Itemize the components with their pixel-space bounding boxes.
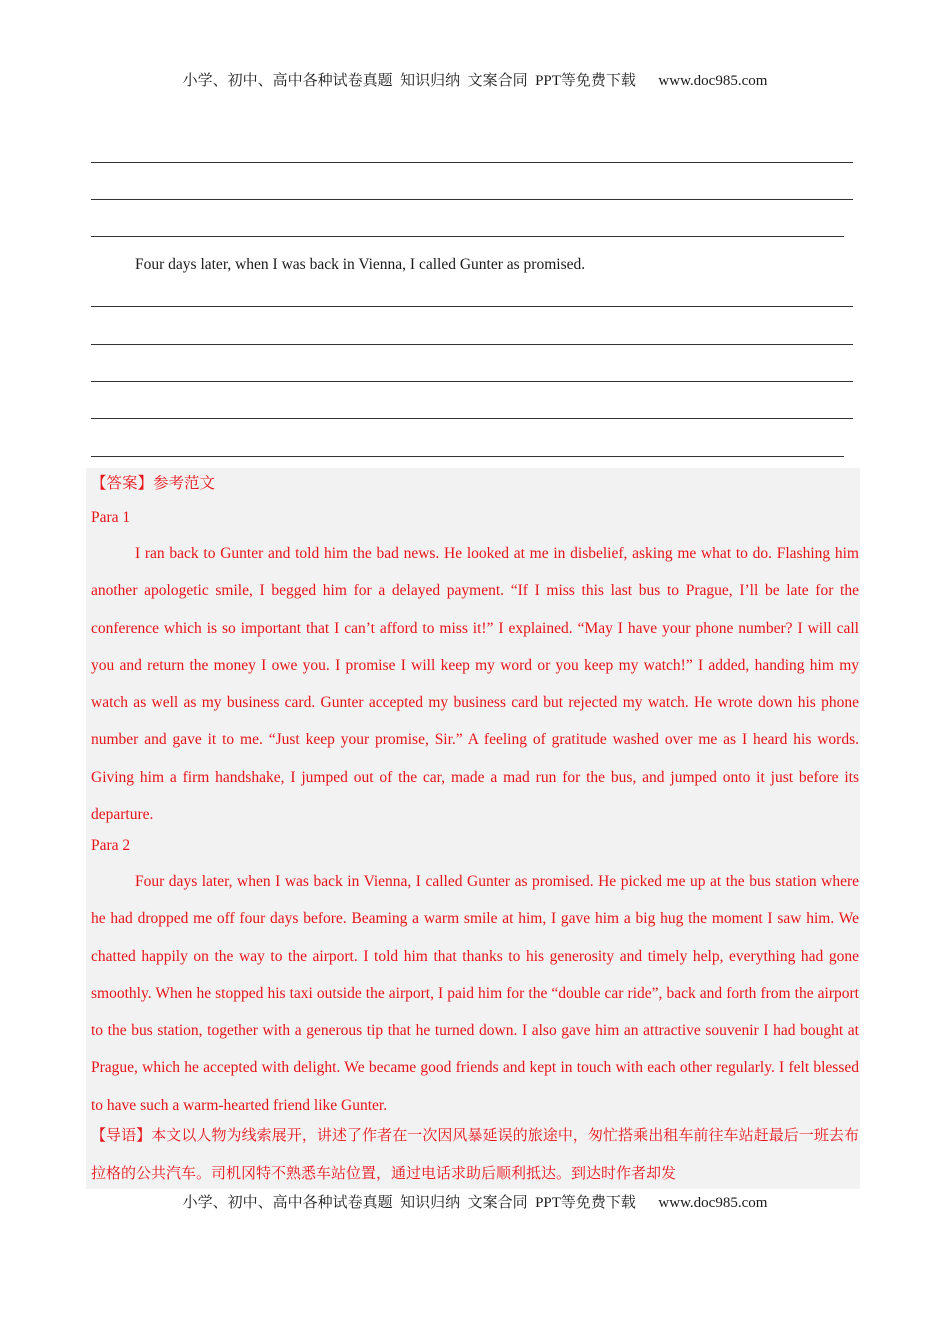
page-footer: 小学、初中、高中各种试卷真题 知识归纳 文案合同 PPT等免费下载 www.doc985.com <box>182 1195 768 1211</box>
para2-label: Para 2 <box>91 837 131 854</box>
writing-line <box>91 199 853 200</box>
writing-line <box>91 418 853 419</box>
writing-line <box>91 381 853 382</box>
para1-label: Para 1 <box>91 509 131 526</box>
writing-line <box>91 236 844 237</box>
writing-line <box>91 306 853 307</box>
guide-text: 【导语】本文以人物为线索展开，讲述了作者在一次因风暴延误的旅途中，匆忙搭乘出租车前往车站赶最后一班去布拉格的公共汽车。司机冈特不熟悉车站位置，通过电话求助后顺利抵达。到达时作者却发 <box>91 1126 859 1182</box>
writing-line <box>91 456 844 457</box>
answer-section <box>91 473 859 1192</box>
para-prompt: Four days later, when I was back in Vienna, I called Gunter as promised. <box>135 256 586 273</box>
writing-line <box>91 344 853 345</box>
answer-heading: 【答案】参考范文 <box>91 475 216 492</box>
writing-line <box>91 162 853 163</box>
para1-text: I ran back to Gunter and told him the bad news. He looked at me in disbelief, asking me what to do. Flashing him another apologetic smile, I begged him for a delayed payment. “If I miss this last bus to Prague, I’ll be late for the conference which is so important that I can’t afford to miss it!” I explained. “May I have your phone number? I will call you and return the money I owe you. I promise I will keep my word or you keep my watch!” I added, handing him my watch as well as my business card. Gunter accepted my business card but rejected my watch. He wrote down his phone number and gave it to me. “Just keep your promise, Sir.” A feeling of gratitude washed over me as I heard his words. Giving him a firm handshake, I jumped out of the car, made a mad run for the bus, and jumped onto it just before its departure. <box>91 545 859 824</box>
para2-text: Four days later, when I was back in Vienna, I called Gunter as promised. He picked me up at the bus station where he had dropped me off four days before. Beaming a warm smile at him, I gave him a big hug the moment I saw him. We chatted happily on the way to the airport. I told him that thanks to his generosity and timely help, everything had gone smoothly. When he stopped his taxi outside the airport, I paid him for the “double car ride”, back and forth from the airport to the bus station, together with a generous tip that he turned down. I also gave him an attractive souvenir I had bought at Prague, which he accepted with delight. We became good friends and kept in touch with each other regularly. I felt blessed to have such a warm-hearted friend like Gunter. <box>91 873 859 1114</box>
page-header: 小学、初中、高中各种试卷真题 知识归纳 文案合同 PPT等免费下载 www.doc985.com <box>182 73 768 89</box>
